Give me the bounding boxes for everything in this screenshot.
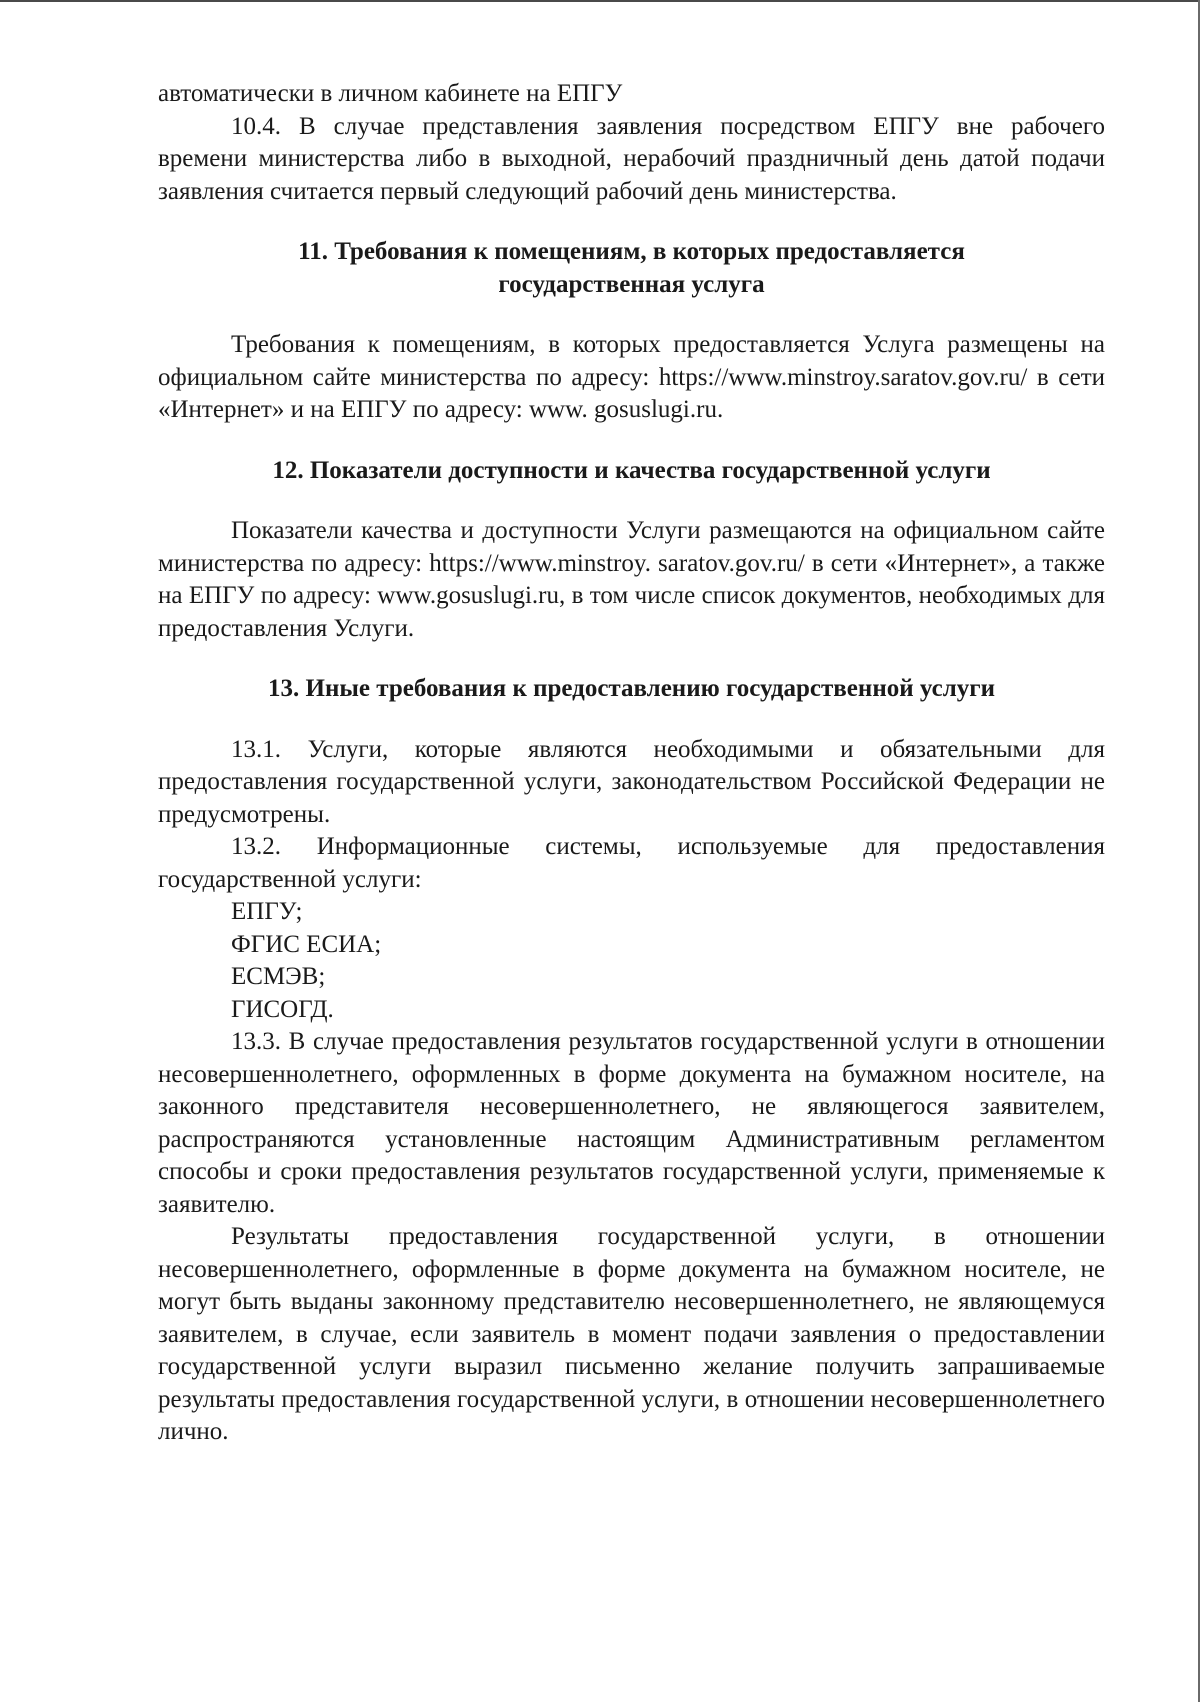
page-content — [158, 78, 1105, 1449]
section-12-title: 12. Показатели доступности и качества государственной услуги — [272, 456, 991, 484]
section-13-title: 13. Иные требования к предоставлению государственной услуги — [268, 675, 995, 702]
paragraph-results: Результаты предоставления государственной услуги, в отношении несовершеннолетнего, оформленные в форме документа на бумажном носителе, не могут быть выданы законному представителю несовершеннолетнего, не являющемуся заявителем, в случае, если заявитель в момент подачи заявления о предоставлении государственной услуги выразил письменно желание получить запрашиваемые результаты предоставления государственной услуги, в отношении несовершеннолетнего лично. — [158, 1223, 1105, 1445]
system-list-item: ЕСМЭВ; — [231, 963, 326, 990]
section-11-text: Требования к помещениям, в которых предоставляется Услуга размещены на официальном сайте министерства по адресу: https://www.minstroy.saratov.gov.ru/ в сети «Интернет» и на ЕПГУ по адресу: www. gosuslugi.ru. — [158, 331, 1105, 423]
paragraph-13-2: 13.2. Информационные системы, используемые для предоставления государственной услуги: — [158, 833, 1105, 893]
section-12-text: Показатели качества и доступности Услуги размещаются на официальном сайте министерства по адресу: https://www.minstroy. saratov.gov.ru/ в сети «Интернет», а также на ЕПГУ по адресу: www.gosuslugi.ru, в том числе список документов, необходимых для предоставления Услуги. — [158, 517, 1105, 642]
system-list-item: ГИСОГД. — [231, 995, 334, 1023]
section-11-title-line2: государственная услуга — [498, 270, 765, 298]
paragraph-10-4: 10.4. В случае представления заявления посредством ЕПГУ вне рабочего времени министерства либо в выходной, нерабочий праздничный день датой подачи заявления считается первый следующий рабочий день министерства. — [158, 112, 1105, 205]
system-list-item: ФГИС ЕСИА; — [231, 930, 382, 958]
paragraph-13-3: 13.3. В случае предоставления результатов государственной услуги в отношении несовершеннолетнего, оформленных в форме документа на бумажном носителе, на законного представителя несовершеннолетнего, не являющегося заявителем, распространяются установленные настоящим Административным регламентом способы и сроки предоставления результатов государственной услуги, применяемые к заявителю. — [158, 1028, 1105, 1218]
system-list-item: ЕПГУ; — [231, 898, 303, 925]
paragraph-13-1: 13.1. Услуги, которые являются необходимыми и обязательными для предоставления государственной услуги, законодательством Российской Федерации не предусмотрены. — [158, 735, 1105, 828]
section-11-title — [158, 236, 1105, 301]
section-11-title-line1: 11. Требования к помещениям, в которых предоставляется — [298, 238, 965, 265]
scan-edge-top — [0, 0, 1200, 2]
paragraph-continuation: автоматически в личном кабинете на ЕПГУ — [158, 80, 623, 107]
